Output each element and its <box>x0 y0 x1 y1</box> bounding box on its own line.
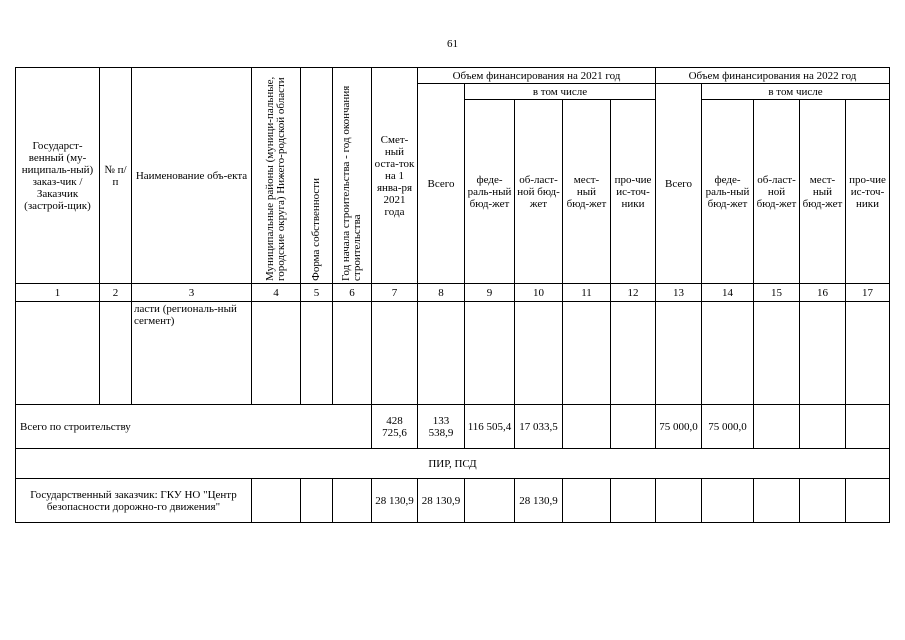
column-number-row <box>16 284 890 302</box>
total-row <box>16 405 890 449</box>
header-local-2021: мест-ный бюд-жет <box>563 100 611 284</box>
total-estimate: 428 725,6 <box>372 405 418 449</box>
col-number: 15 <box>754 284 800 302</box>
customer-label: Государственный заказчик: ГКУ НО "Центр безопасности дорожно-го движения" <box>16 479 252 523</box>
col-number: 3 <box>132 284 252 302</box>
header-years-text: Год начала строительства - год окончания строительства <box>340 85 363 281</box>
cell <box>16 302 100 405</box>
header-num: № п/п <box>100 68 132 284</box>
total-federal-2022: 75 000,0 <box>702 405 754 449</box>
cell <box>465 479 515 523</box>
header-fin-2021: Объем финансирования на 2021 год <box>418 68 656 84</box>
cell <box>611 302 656 405</box>
cell <box>800 405 846 449</box>
header-customer: Государст-венный (му-ниципаль-ный) заказ-чик / Заказчик (застрой-щик) <box>16 68 100 284</box>
cell <box>754 405 800 449</box>
cell <box>800 479 846 523</box>
header-regional-2021: об-ласт-ной бюд-жет <box>515 100 563 284</box>
cell <box>252 302 301 405</box>
financing-table <box>15 67 890 523</box>
cell <box>846 405 890 449</box>
header-incl-2021: в том числе <box>465 84 656 100</box>
section-title: ПИР, ПСД <box>16 449 890 479</box>
cell <box>418 302 465 405</box>
customer-estimate: 28 130,9 <box>372 479 418 523</box>
page-number: 61 <box>447 38 458 50</box>
header-fin-2022: Объем финансирования на 2022 год <box>656 68 890 84</box>
total-2022: 75 000,0 <box>656 405 702 449</box>
section-row <box>16 449 890 479</box>
header-other-2021: про-чие ис-точ-ники <box>611 100 656 284</box>
header-incl-2022: в том числе <box>702 84 890 100</box>
total-label: Всего по строительству <box>16 405 372 449</box>
header-estimate: Смет-ный оста-ток на 1 янва-ря 2021 года <box>372 68 418 284</box>
cell <box>563 405 611 449</box>
cell <box>611 405 656 449</box>
col-number: 6 <box>333 284 372 302</box>
cell <box>702 302 754 405</box>
total-2021: 133 538,9 <box>418 405 465 449</box>
header-total-2021: Всего <box>418 84 465 284</box>
header-municipal <box>252 68 301 284</box>
col-number: 10 <box>515 284 563 302</box>
total-regional-2021: 17 033,5 <box>515 405 563 449</box>
col-number: 4 <box>252 284 301 302</box>
cell <box>515 302 563 405</box>
header-federal-2022: феде-раль-ный бюд-жет <box>702 100 754 284</box>
header-years <box>333 68 372 284</box>
cell <box>333 302 372 405</box>
col-number: 14 <box>702 284 754 302</box>
col-number: 7 <box>372 284 418 302</box>
cell <box>754 479 800 523</box>
cell <box>563 479 611 523</box>
header-ownership <box>301 68 333 284</box>
cell <box>465 302 515 405</box>
cell <box>702 479 754 523</box>
cell <box>846 479 890 523</box>
customer-regional-2021: 28 130,9 <box>515 479 563 523</box>
customer-row <box>16 479 890 523</box>
col-number: 5 <box>301 284 333 302</box>
col-number: 12 <box>611 284 656 302</box>
col-number: 13 <box>656 284 702 302</box>
customer-total-2021: 28 130,9 <box>418 479 465 523</box>
cell <box>301 479 333 523</box>
col-number: 1 <box>16 284 100 302</box>
header-total-2022: Всего <box>656 84 702 284</box>
cell <box>100 302 132 405</box>
header-municipal-text: Муниципальные районы (муници-пальные, городские округа) Нижего-родской области <box>264 76 287 281</box>
header-local-2022: мест-ный бюд-жет <box>800 100 846 284</box>
cell <box>800 302 846 405</box>
header-other-2022: про-чие ис-точ-ники <box>846 100 890 284</box>
col-number: 8 <box>418 284 465 302</box>
cell <box>754 302 800 405</box>
header-regional-2022: об-ласт-ной бюд-жет <box>754 100 800 284</box>
header-object-name: Наименование объ-екта <box>132 68 252 284</box>
col-number: 9 <box>465 284 515 302</box>
total-federal-2021: 116 505,4 <box>465 405 515 449</box>
cell <box>301 302 333 405</box>
cell <box>563 302 611 405</box>
cell <box>656 479 702 523</box>
cell <box>252 479 301 523</box>
cell <box>372 302 418 405</box>
col-number: 2 <box>100 284 132 302</box>
cell <box>656 302 702 405</box>
col-number: 17 <box>846 284 890 302</box>
cell <box>611 479 656 523</box>
cell <box>333 479 372 523</box>
header-ownership-text: Форма собственности <box>310 177 322 281</box>
table-row <box>16 302 890 405</box>
cell <box>846 302 890 405</box>
object-name-cell: ласти (региональ-ный сегмент) <box>132 302 252 405</box>
col-number: 16 <box>800 284 846 302</box>
col-number: 11 <box>563 284 611 302</box>
header-federal-2021: феде-раль-ный бюд-жет <box>465 100 515 284</box>
